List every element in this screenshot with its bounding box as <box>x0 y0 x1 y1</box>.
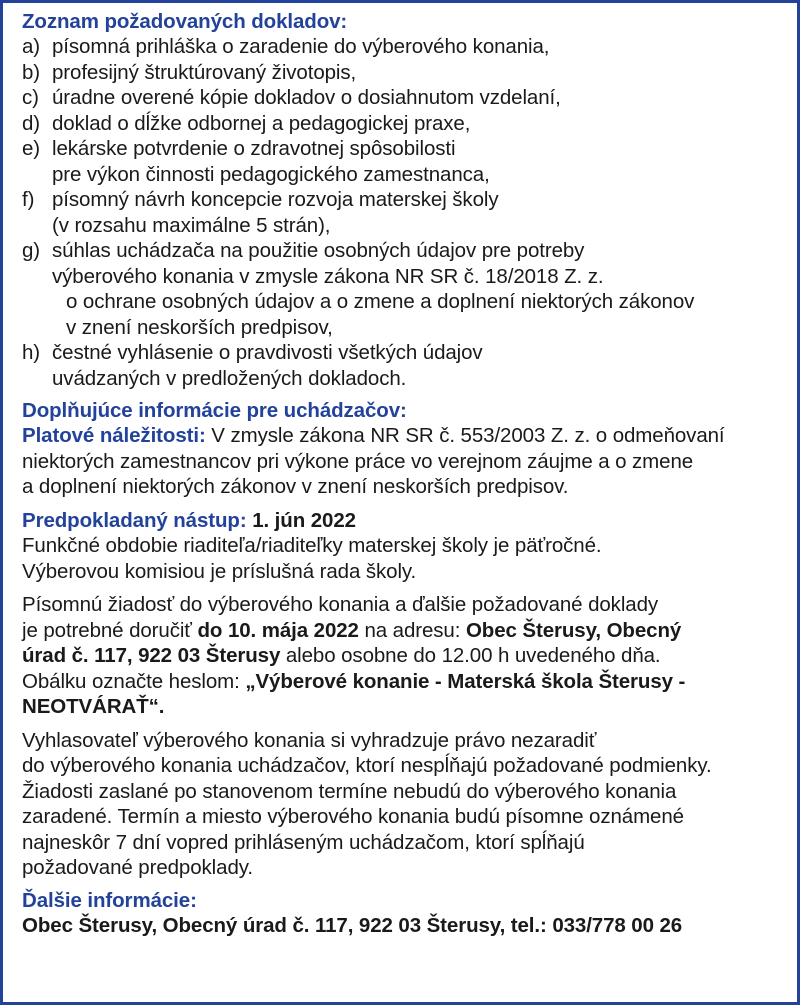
reservation-text: Vyhlasovateľ výberového konania si vyhradzuje právo nezaradiť <box>22 728 597 752</box>
submission-text-part: je potrebné doručiť <box>22 618 198 642</box>
list-item-text: čestné vyhlásenie o pravdivosti všetkých údajov <box>52 341 483 364</box>
term-text: Funkčné obdobie riaditeľa/riaditeľky materskej školy je päťročné. <box>22 534 602 557</box>
list-item <box>22 111 792 137</box>
salary-text: a doplnení niektorých zákonov v znení neskorších predpisov. <box>22 475 569 498</box>
list-item <box>22 238 792 340</box>
reservation-section <box>22 728 792 881</box>
list-marker: a) <box>22 35 41 58</box>
start-line <box>22 508 792 534</box>
address: Obec Šterusy, Obecný <box>465 618 682 642</box>
list-marker: e) <box>22 137 41 160</box>
list-item <box>22 85 792 111</box>
reservation-text: zaradené. Termín a miesto výberového konania budú písomne oznámené <box>22 805 684 828</box>
list-item-text: profesijný štruktúrovaný životopis, <box>52 60 357 84</box>
start-label: Predpokladaný nástup: <box>22 508 247 532</box>
list-item-text: písomný návrh koncepcie rozvoja materskej školy <box>52 188 499 211</box>
submission-text-part: alebo osobne do 12.00 h uvedeného dňa. <box>280 644 661 667</box>
submission-text-part: Obálku označte heslom: <box>22 669 246 693</box>
envelope-label: „Výberové konanie - Materská škola Šterusy - <box>245 669 686 693</box>
salary-text: V zmysle zákona NR SR č. 553/2003 Z. z. o odmeňovaní <box>205 424 725 447</box>
more-info-heading: Ďalšie informácie: <box>22 888 197 912</box>
list-item-text: o ochrane osobných údajov a o zmene a doplnení niektorých zákonov <box>66 290 695 313</box>
list-marker: b) <box>22 60 41 84</box>
reservation-text: požadované predpoklady. <box>22 856 253 879</box>
list-item-text: lekárske potvrdenie o zdravotnej spôsobilosti <box>52 137 456 160</box>
additional-info-section <box>22 398 792 500</box>
address: úrad č. 117, 922 03 Šterusy <box>22 644 281 667</box>
list-marker: h) <box>22 341 41 364</box>
list-item <box>22 34 792 60</box>
list-item <box>22 136 792 187</box>
list-item <box>22 340 792 391</box>
envelope-label: NEOTVÁRAŤ“. <box>22 695 165 718</box>
reservation-text: Žiadosti zaslané po stanovenom termíne nebudú do výberového konania <box>22 779 677 803</box>
start-section <box>22 508 792 585</box>
list-item <box>22 187 792 238</box>
salary-line <box>22 423 792 449</box>
salary-text: niektorých zamestnancov pri výkone práce vo verejnom záujme a o zmene <box>22 449 694 473</box>
additional-info-heading: Doplňujúce informácie pre uchádzačov: <box>22 399 407 422</box>
commission-text: Výberovou komisiou je príslušná rada školy. <box>22 559 417 583</box>
submission-section <box>22 592 792 720</box>
list-item-text: uvádzaných v predložených dokladoch. <box>52 366 407 390</box>
list-marker: f) <box>22 188 35 211</box>
notice-content <box>22 9 792 938</box>
list-marker: d) <box>22 111 41 135</box>
reservation-text: najneskôr 7 dní vopred prihláseným uchádzačom, ktorí spĺňajú <box>22 830 585 854</box>
required-docs-heading: Zoznam požadovaných dokladov: <box>22 10 348 33</box>
list-item-text: písomná prihláška o zaradenie do výberového konania, <box>52 35 550 58</box>
list-marker: g) <box>22 239 41 262</box>
deadline: do 10. mája 2022 <box>197 618 359 642</box>
submission-text: Písomnú žiadosť do výberového konania a ďalšie požadované doklady <box>22 593 659 616</box>
list-item-text: v znení neskorších predpisov, <box>66 315 333 339</box>
list-marker: c) <box>22 86 39 109</box>
list-item <box>22 60 792 86</box>
salary-label: Platové náležitosti: <box>22 424 206 447</box>
list-item-text: výberového konania v zmysle zákona NR SR č. 18/2018 Z. z. <box>52 264 604 288</box>
required-docs-list <box>22 34 792 391</box>
list-item-text: pre výkon činnosti pedagogického zamestnanca, <box>52 162 490 186</box>
submission-text <box>22 669 792 695</box>
list-item-text: úradne overené kópie dokladov o dosiahnutom vzdelaní, <box>52 86 561 109</box>
submission-text <box>22 643 792 669</box>
submission-text-part: na adresu: <box>358 618 466 642</box>
list-item-text: doklad o dĺžke odbornej a pedagogickej praxe, <box>52 111 471 135</box>
reservation-text: do výberového konania uchádzačov, ktorí nespĺňajú požadované podmienky. <box>22 754 712 777</box>
list-item-text: súhlas uchádzača na použitie osobných údajov pre potreby <box>52 239 585 262</box>
start-date: 1. jún 2022 <box>246 508 356 532</box>
contact-line: Obec Šterusy, Obecný úrad č. 117, 922 03 Šterusy, tel.: 033/778 00 26 <box>22 913 683 937</box>
more-info-section <box>22 888 792 939</box>
submission-text <box>22 618 792 644</box>
list-item-text: (v rozsahu maximálne 5 strán), <box>52 213 331 237</box>
